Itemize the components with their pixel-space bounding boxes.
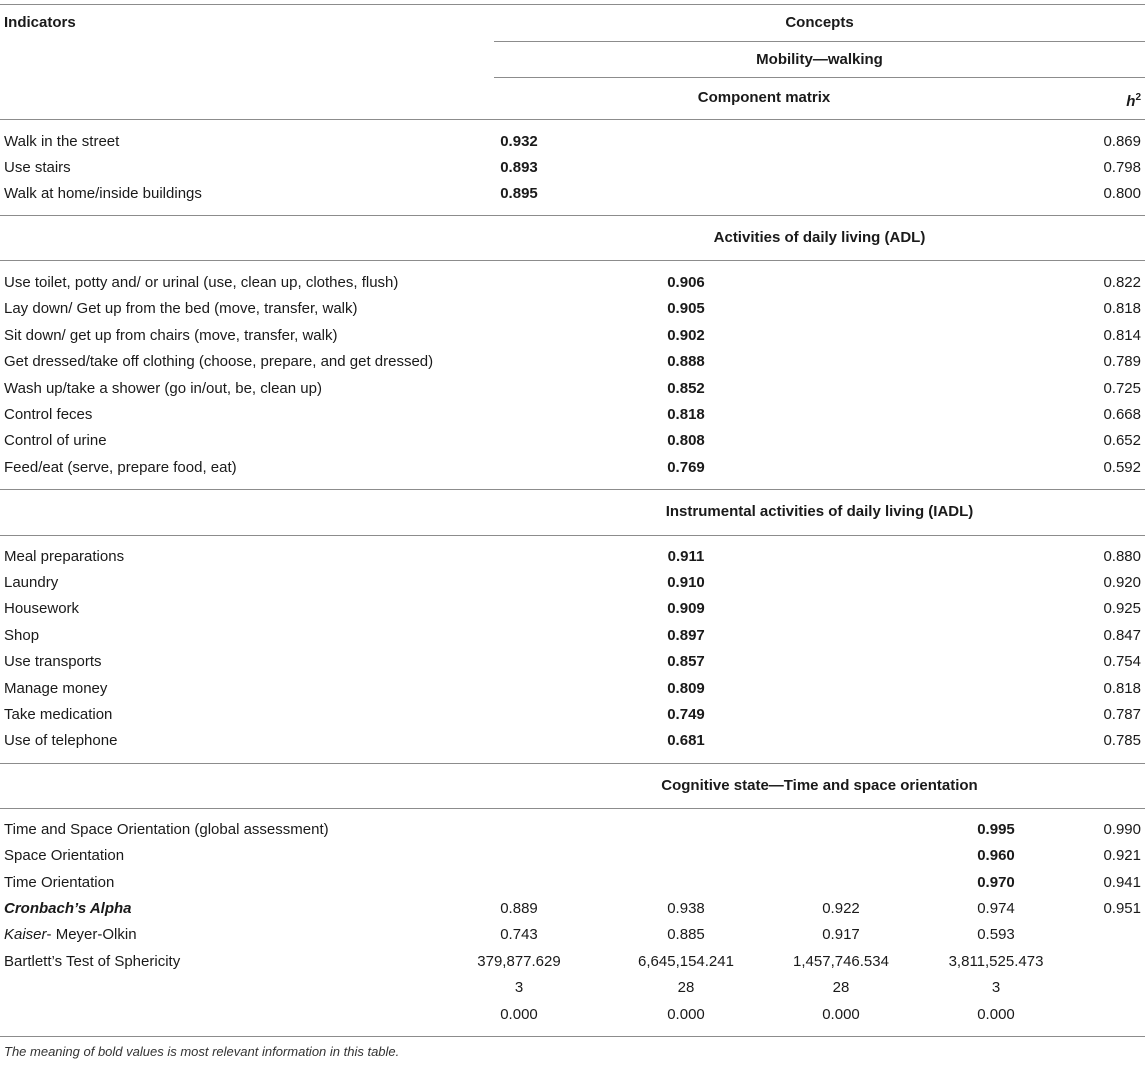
loading-value: 0.857: [667, 653, 705, 670]
cronbach-label: Cronbach’s Alpha: [4, 900, 132, 917]
loading-value: 0.911: [667, 548, 705, 565]
loading-value: 0.902: [667, 327, 705, 344]
h2-value: 0.818: [1103, 300, 1141, 317]
loading-value: 0.681: [667, 732, 705, 749]
indicator-label: Sit down/ get up from chairs (move, transfer, walk): [4, 327, 338, 344]
table-row: [0, 323, 1145, 349]
cronbach-row: [0, 896, 1145, 922]
indicator-label: Feed/eat (serve, prepare food, eat): [4, 459, 237, 476]
indicator-label: Take medication: [4, 706, 113, 723]
indicator-label: Control feces: [4, 406, 93, 423]
table-row: [0, 349, 1145, 375]
loading-value: 0.910: [667, 574, 705, 591]
bartlett-value: 379,877.629: [477, 953, 561, 970]
h2-value: 0.869: [1103, 133, 1141, 150]
section-rule: [0, 489, 1145, 490]
indicator-label: Use of telephone: [4, 732, 118, 749]
sig-row: [0, 1002, 1145, 1028]
table-row: [0, 455, 1145, 481]
loading-value: 0.905: [667, 300, 705, 317]
indicator-label: Get dressed/take off clothing (choose, prepare, and get dressed): [4, 353, 434, 370]
h2-value: 0.847: [1103, 627, 1141, 644]
indicator-label: Manage money: [4, 680, 108, 697]
mobility-header: Mobility—walking: [756, 51, 883, 68]
cronbach-value: 0.889: [500, 900, 538, 917]
section-title-rule: [0, 260, 1145, 261]
section-title-rule: [0, 535, 1145, 536]
table-row: [0, 728, 1145, 754]
indicator-label: Laundry: [4, 574, 59, 591]
h2-value: 0.880: [1103, 548, 1141, 565]
table-row: [0, 129, 1145, 155]
cronbach-value: 0.922: [822, 900, 860, 917]
table-row: [0, 270, 1145, 296]
indicator-label: Control of urine: [4, 432, 107, 449]
table-row: [0, 544, 1145, 570]
h2-value: 0.725: [1103, 380, 1141, 397]
h2-value: 0.789: [1103, 353, 1141, 370]
cognitive-section-title: Cognitive state—Time and space orientation: [661, 777, 978, 794]
sig-value: 0.000: [822, 1006, 860, 1023]
bartlett-row: [0, 949, 1145, 975]
df-value: 28: [832, 979, 850, 996]
h2-base: h: [1126, 93, 1136, 110]
table-row: [0, 649, 1145, 675]
table-row: [0, 817, 1145, 843]
table-row: [0, 296, 1145, 322]
sig-value: 0.000: [500, 1006, 538, 1023]
table-row: [0, 676, 1145, 702]
h2-value: 0.800: [1103, 185, 1141, 202]
table-row: [0, 428, 1145, 454]
table-row: [0, 702, 1145, 728]
cronbach-value: 0.974: [977, 900, 1015, 917]
indicator-label: Walk at home/inside buildings: [4, 185, 202, 202]
sig-value: 0.000: [667, 1006, 705, 1023]
h2-value: 0.754: [1103, 653, 1141, 670]
kmo-value: 0.917: [822, 926, 860, 943]
loading-value: 0.909: [667, 600, 705, 617]
h2-sup: 2: [1135, 92, 1141, 103]
cronbach-value: 0.938: [667, 900, 705, 917]
h2-header: [1126, 88, 1141, 112]
loading-value: 0.888: [667, 353, 705, 370]
kmo-value: 0.593: [977, 926, 1015, 943]
h2-value: 0.798: [1103, 159, 1141, 176]
bartlett-label: Bartlett’s Test of Sphericity: [4, 953, 181, 970]
h2-value: 0.814: [1103, 327, 1141, 344]
table-row: [0, 570, 1145, 596]
cronbach-h2-value: 0.951: [1103, 900, 1141, 917]
concepts-header: Concepts: [785, 14, 854, 31]
indicator-label: Shop: [4, 627, 40, 644]
loading-value: 0.893: [500, 159, 538, 176]
indicators-header: Indicators: [4, 14, 76, 31]
indicator-label: Use transports: [4, 653, 102, 670]
table-row: [0, 376, 1145, 402]
indicator-label: Lay down/ Get up from the bed (move, transfer, walk): [4, 300, 358, 317]
table-row: [0, 623, 1145, 649]
indicator-label: Wash up/take a shower (go in/out, be, clean up): [4, 380, 322, 397]
h2-value: 0.822: [1103, 274, 1141, 291]
h2-value: 0.990: [1103, 821, 1141, 838]
kmo-value: 0.743: [500, 926, 538, 943]
table-row: [0, 402, 1145, 428]
h2-value: 0.592: [1103, 459, 1141, 476]
h2-value: 0.921: [1103, 847, 1141, 864]
h2-value: 0.787: [1103, 706, 1141, 723]
sig-value: 0.000: [977, 1006, 1015, 1023]
loading-value: 0.932: [500, 133, 538, 150]
bartlett-value: 6,645,154.241: [638, 953, 734, 970]
component-matrix-header: Component matrix: [697, 89, 831, 106]
indicator-label: Time Orientation: [4, 874, 115, 891]
h2-value: 0.652: [1103, 432, 1141, 449]
indicator-label: Use stairs: [4, 159, 71, 176]
loading-value: 0.895: [500, 185, 538, 202]
table-row: [0, 596, 1145, 622]
h2-value: 0.925: [1103, 600, 1141, 617]
h2-value: 0.668: [1103, 406, 1141, 423]
df-row: [0, 975, 1145, 1001]
loading-value: 0.769: [667, 459, 705, 476]
indicator-label: Use toilet, potty and/ or urinal (use, clean up, clothes, flush): [4, 274, 399, 291]
indicator-label: Meal preparations: [4, 548, 125, 565]
indicator-label: Housework: [4, 600, 80, 617]
loading-value: 0.809: [667, 680, 705, 697]
indicator-label: Walk in the street: [4, 133, 120, 150]
h2-value: 0.818: [1103, 680, 1141, 697]
kmo-label: [4, 922, 137, 948]
h2-value: 0.941: [1103, 874, 1141, 891]
bottom-rule: [0, 1036, 1145, 1037]
concepts-rule: [494, 41, 1145, 42]
bartlett-value: 3,811,525.473: [948, 953, 1044, 970]
bartlett-value: 1,457,746.534: [793, 953, 889, 970]
loading-value: 0.906: [667, 274, 705, 291]
indicator-label: Space Orientation: [4, 847, 125, 864]
indicator-label: Time and Space Orientation (global assessment): [4, 821, 329, 838]
adl-section-title: Activities of daily living (ADL): [713, 229, 926, 246]
table-row: [0, 870, 1145, 896]
h2-value: 0.785: [1103, 732, 1141, 749]
loading-value: 0.818: [667, 406, 705, 423]
kmo-row: [0, 922, 1145, 948]
iadl-section-title: Instrumental activities of daily living (IADL): [665, 503, 974, 520]
header-rule: [0, 119, 1145, 120]
kmo-value: 0.885: [667, 926, 705, 943]
table-row: [0, 155, 1145, 181]
loading-value: 0.808: [667, 432, 705, 449]
table-row: [0, 843, 1145, 869]
top-rule: [0, 4, 1145, 5]
kmo-label-rest: - Meyer-Olkin: [46, 926, 137, 943]
df-value: 3: [991, 979, 1001, 996]
loading-value: 0.897: [667, 627, 705, 644]
loading-value: 0.995: [977, 821, 1015, 838]
loading-value: 0.749: [667, 706, 705, 723]
df-value: 28: [677, 979, 695, 996]
df-value: 3: [514, 979, 524, 996]
loading-value: 0.970: [977, 874, 1015, 891]
footnote: The meaning of bold values is most relevant information in this table.: [4, 1044, 400, 1059]
loading-value: 0.852: [667, 380, 705, 397]
loading-value: 0.960: [977, 847, 1015, 864]
kmo-label-italic: Kaiser: [4, 926, 47, 943]
h2-value: 0.920: [1103, 574, 1141, 591]
mobility-rule: [494, 77, 1145, 78]
section-rule: [0, 215, 1145, 216]
table-row: [0, 181, 1145, 207]
section-title-rule: [0, 808, 1145, 809]
section-rule: [0, 763, 1145, 764]
